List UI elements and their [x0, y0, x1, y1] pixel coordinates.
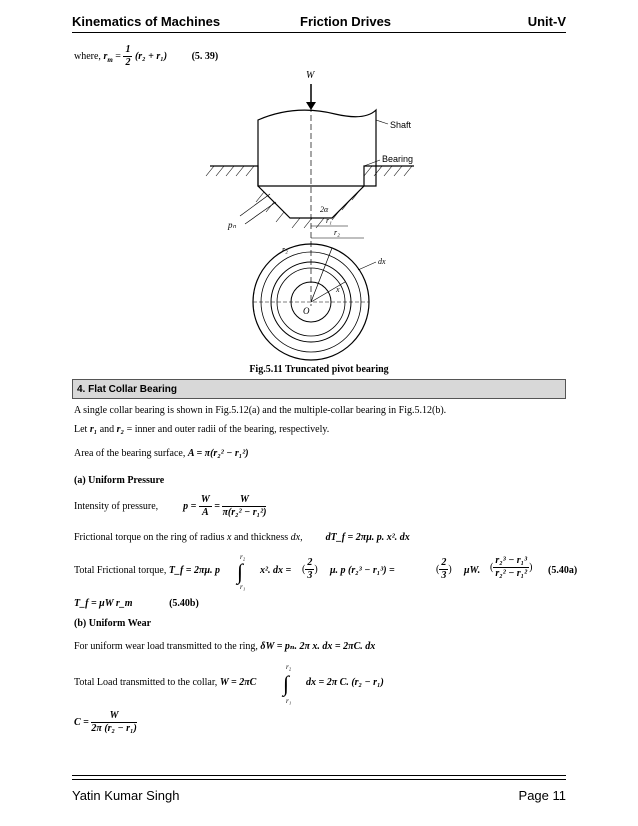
- shaft-label: Shaft: [390, 120, 412, 130]
- section-heading: 4. Flat Collar Bearing: [72, 379, 566, 399]
- uniform-pressure-heading: (a) Uniform Pressure: [74, 475, 165, 486]
- footer-author: Yatin Kumar Singh: [72, 788, 180, 803]
- angle-label: 2α: [320, 205, 329, 214]
- header-rule: [72, 32, 566, 33]
- paragraph-collar: A single collar bearing is shown in Fig.5.12(a) and the multiple-collar bearing in Fig.5.12(b).: [74, 405, 447, 416]
- eq-prefix: where,: [74, 50, 104, 62]
- page-header: [72, 14, 566, 32]
- paragraph-area: Area of the bearing surface, A = π(r₂² − r₁²): [74, 448, 249, 459]
- dx-label: dx: [378, 257, 386, 266]
- tf-equation: T_f = μW r_m (5.40b): [74, 598, 199, 609]
- origin-label: O: [303, 306, 310, 316]
- paragraph-radii: Let r₁ and r₂ = inner and outer radii of the bearing, respectively.: [74, 424, 330, 435]
- r2-top-label: r₂: [282, 245, 288, 254]
- intensity-label: Intensity of pressure,: [74, 500, 159, 512]
- pn-label: pₙ: [228, 220, 237, 230]
- footer-page: Page 11: [518, 788, 566, 803]
- eq-sign: =: [115, 50, 124, 62]
- r2-label: r₂: [334, 228, 340, 237]
- frictional-torque-line: Frictional torque on the ring of radius x and thickness dx, dT_f = 2πμ. p. x². dx: [74, 532, 410, 543]
- truncated-pivot-bearing-figure: [200, 66, 440, 364]
- bearing-label: Bearing: [382, 154, 414, 164]
- eq-tag: (5. 39): [191, 50, 219, 62]
- equation-5-39: [74, 44, 218, 69]
- shaft: [258, 110, 376, 186]
- x-label: x: [336, 285, 340, 294]
- half-fraction: $\frac{1}{2}$: [125, 44, 131, 68]
- eq-rest: (r₂ + r₁): [134, 50, 168, 62]
- uniform-wear-heading: (b) Uniform Wear: [74, 618, 152, 629]
- wear-load-line: For uniform wear load transmitted to the ring, δW = pₙ. 2π x. dx = 2πC. dx: [74, 641, 376, 652]
- rm-symbol: $r_m$: [103, 50, 113, 64]
- footer-rule: [72, 775, 566, 780]
- c-equation: C = $\frac{W}{\text{2π (r₂ − r₁)}}$: [74, 710, 137, 734]
- r1-label: r₁: [326, 216, 332, 225]
- figure-caption: Fig.5.11 Truncated pivot bearing: [249, 364, 389, 375]
- header-center: Friction Drives: [300, 14, 392, 29]
- load-label: W: [306, 70, 315, 81]
- header-right: Unit-V: [527, 14, 566, 29]
- header-left: Kinematics of Machines: [72, 14, 221, 29]
- intensity-line: Intensity of pressure, p = $\frac{W}{A}$ = $\frac{W}{\text{π(r₂² − r₁²)}}$: [74, 494, 267, 518]
